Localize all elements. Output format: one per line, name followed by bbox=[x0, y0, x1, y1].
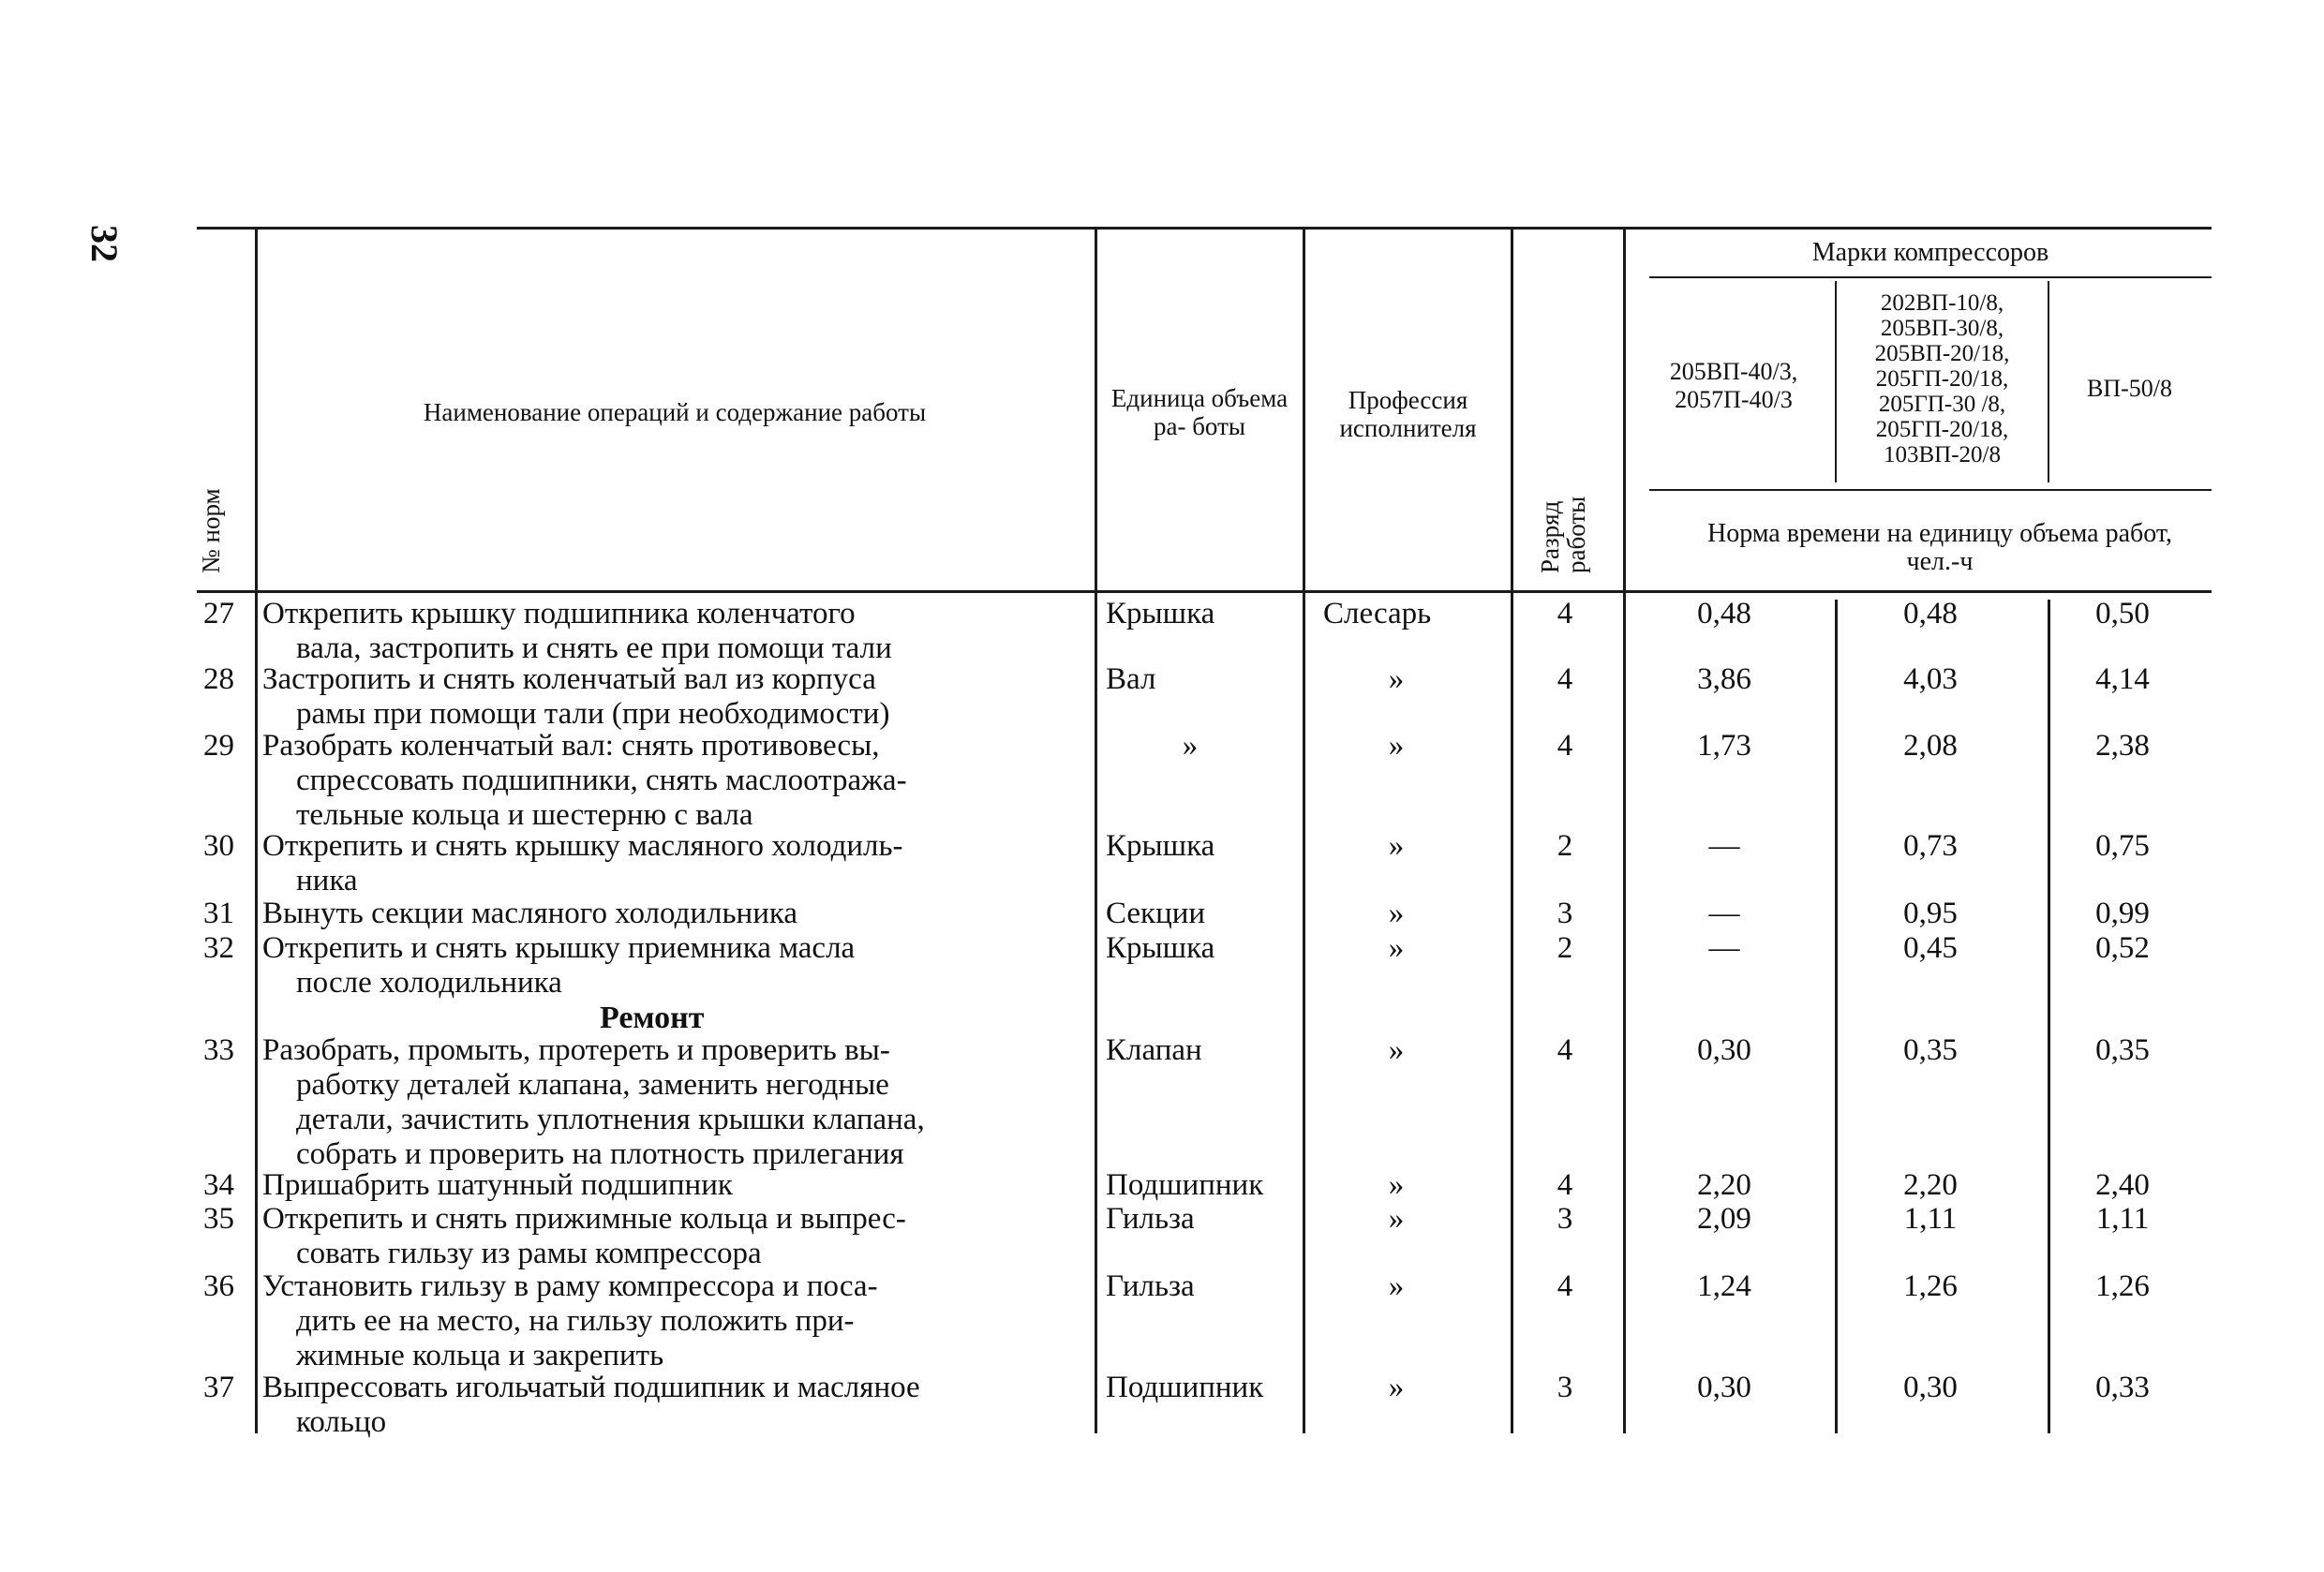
row-number: 29 bbox=[203, 729, 234, 763]
operation-line: Пришабрить шатунный подшипник bbox=[262, 1168, 733, 1202]
operation-line: Открепить крышку подшипника коленчатого bbox=[262, 597, 856, 630]
operation-line: Выпрессовать игольчатый подшипник и масляное bbox=[262, 1371, 920, 1404]
norm-rule bbox=[1649, 489, 2212, 491]
operation-line: вала, застропить и снять ее при помощи тали bbox=[296, 631, 892, 665]
grade-cell: 2 bbox=[1557, 931, 1573, 965]
operation-line: Вынуть секции масляного холодильника bbox=[262, 897, 798, 930]
value-cell-3: 0,35 bbox=[2095, 1033, 2150, 1067]
row-number: 31 bbox=[203, 897, 234, 930]
value-cell-2: 1,11 bbox=[1903, 1202, 1958, 1236]
operation-text bbox=[262, 1202, 1078, 1271]
profession-cell: Слесарь bbox=[1323, 597, 1432, 630]
header-brands-title: Марки компрессоров bbox=[1811, 238, 2049, 267]
header-norm-title: Норма времени на единицу объема работ, чел.-ч bbox=[1706, 519, 2172, 576]
value-cell-2: 4,03 bbox=[1903, 662, 1958, 696]
header-col-prof: Профессия исполнителя bbox=[1339, 386, 1477, 442]
profession-cell: » bbox=[1388, 897, 1405, 930]
value-cell-1: 1,24 bbox=[1697, 1269, 1751, 1303]
brand-divider-2-top bbox=[2048, 281, 2049, 482]
grade-cell: 3 bbox=[1557, 1371, 1573, 1404]
value-cell-1: 3,86 bbox=[1697, 662, 1751, 696]
operation-line: детали, зачистить уплотнения крышки клапана, bbox=[296, 1103, 925, 1136]
unit-cell: Подшипник bbox=[1106, 1168, 1264, 1202]
value-cell-1: — bbox=[1708, 931, 1740, 965]
header-col-no: № норм bbox=[197, 488, 225, 573]
operation-text bbox=[262, 931, 1078, 1001]
col-divider-prof bbox=[1511, 230, 1513, 1433]
operation-text bbox=[262, 1168, 1078, 1203]
operation-line: после холодильника bbox=[296, 966, 562, 1000]
value-cell-2: 2,08 bbox=[1903, 729, 1958, 763]
operation-line: Разобрать коленчатый вал: снять противовесы, bbox=[262, 729, 880, 763]
operation-line: жимные кольца и закрепить bbox=[296, 1339, 664, 1372]
value-cell-1: 2,09 bbox=[1697, 1202, 1751, 1236]
header-brand-3: ВП-50/8 bbox=[2087, 375, 2172, 402]
operation-line: собрать и проверить на плотность прилегания bbox=[296, 1137, 904, 1171]
value-cell-3: 1,26 bbox=[2095, 1269, 2150, 1303]
unit-cell: Подшипник bbox=[1106, 1371, 1264, 1404]
operation-line: Разобрать, промыть, протереть и проверить вы- bbox=[262, 1033, 890, 1067]
section-heading-repair: Ремонт bbox=[600, 1001, 705, 1035]
operation-text bbox=[262, 662, 1078, 732]
brand-divider-1-top bbox=[1835, 281, 1837, 482]
grade-cell: 4 bbox=[1557, 1269, 1573, 1303]
profession-cell: » bbox=[1388, 931, 1405, 965]
grade-cell: 3 bbox=[1557, 1202, 1573, 1236]
header-bottom-rule bbox=[197, 590, 2212, 593]
value-cell-1: 0,30 bbox=[1697, 1033, 1751, 1067]
operation-line: Застропить и снять коленчатый вал из корпуса bbox=[262, 662, 876, 696]
profession-cell: » bbox=[1388, 1269, 1405, 1303]
unit-cell: Гильза bbox=[1106, 1202, 1195, 1236]
header-brand-1: 205ВП-40/3, 2057П-40/3 bbox=[1669, 358, 1798, 413]
value-cell-1: 0,48 bbox=[1697, 597, 1751, 630]
value-cell-1: — bbox=[1708, 897, 1740, 930]
value-cell-3: 1,11 bbox=[2095, 1202, 2150, 1236]
profession-cell: » bbox=[1388, 1168, 1405, 1202]
unit-cell: » bbox=[1182, 729, 1199, 763]
value-cell-3: 0,50 bbox=[2095, 597, 2150, 630]
operation-line: дить ее на место, на гильзу положить при- bbox=[296, 1304, 855, 1338]
unit-cell: Вал bbox=[1106, 662, 1156, 696]
operation-line: рамы при помощи тали (при необходимости) bbox=[296, 697, 890, 731]
value-cell-1: 0,30 bbox=[1697, 1371, 1751, 1404]
row-number: 36 bbox=[203, 1269, 234, 1303]
grade-cell: 4 bbox=[1557, 597, 1573, 630]
operation-line: кольцо bbox=[296, 1405, 387, 1439]
value-cell-3: 2,40 bbox=[2095, 1168, 2150, 1202]
grade-cell: 3 bbox=[1557, 897, 1573, 930]
unit-cell: Гильза bbox=[1106, 1269, 1195, 1303]
operation-text bbox=[262, 1033, 1078, 1172]
operation-line: Открепить и снять прижимные кольца и выпрес- bbox=[262, 1202, 906, 1236]
col-divider-unit bbox=[1303, 230, 1305, 1433]
row-number: 37 bbox=[203, 1371, 234, 1404]
value-cell-2: 0,35 bbox=[1903, 1033, 1958, 1067]
brands-rule bbox=[1649, 276, 2212, 278]
value-cell-2: 0,30 bbox=[1903, 1371, 1958, 1404]
operation-line: ника bbox=[296, 864, 358, 897]
operation-line: Открепить и снять крышку масляного холодиль- bbox=[262, 829, 903, 863]
profession-cell: » bbox=[1388, 1033, 1405, 1067]
profession-cell: » bbox=[1388, 662, 1405, 696]
unit-cell: Крышка bbox=[1106, 829, 1215, 863]
operation-text bbox=[262, 1269, 1078, 1373]
unit-cell: Секции bbox=[1106, 897, 1206, 930]
col-divider-no bbox=[255, 230, 258, 1433]
page-number: 32 bbox=[83, 225, 126, 262]
operation-line: тельные кольца и шестерню с вала bbox=[296, 798, 753, 832]
row-number: 35 bbox=[203, 1202, 234, 1236]
operation-text bbox=[262, 829, 1078, 898]
value-cell-3: 0,99 bbox=[2095, 897, 2150, 930]
operation-line: Открепить и снять крышку приемника масла bbox=[262, 931, 856, 965]
operation-text bbox=[262, 597, 1078, 666]
unit-cell: Крышка bbox=[1106, 597, 1215, 630]
brand-divider-2 bbox=[2048, 600, 2050, 1433]
value-cell-2: 2,20 bbox=[1903, 1168, 1958, 1202]
row-number: 30 bbox=[203, 829, 234, 863]
value-cell-2: 0,48 bbox=[1903, 597, 1958, 630]
row-number: 27 bbox=[203, 597, 234, 630]
value-cell-3: 0,33 bbox=[2095, 1371, 2150, 1404]
value-cell-1: 1,73 bbox=[1697, 729, 1751, 763]
value-cell-2: 0,73 bbox=[1903, 829, 1958, 863]
profession-cell: » bbox=[1388, 1202, 1405, 1236]
value-cell-2: 0,95 bbox=[1903, 897, 1958, 930]
grade-cell: 4 bbox=[1557, 662, 1573, 696]
header-col-grade: Разряд работы bbox=[1536, 496, 1590, 573]
value-cell-2: 1,26 bbox=[1903, 1269, 1958, 1303]
value-cell-3: 0,52 bbox=[2095, 931, 2150, 965]
operation-text bbox=[262, 1371, 1078, 1440]
value-cell-3: 2,38 bbox=[2095, 729, 2150, 763]
operation-line: Установить гильзу в раму компрессора и поса- bbox=[262, 1269, 878, 1303]
row-number: 28 bbox=[203, 662, 234, 696]
unit-cell: Крышка bbox=[1106, 931, 1215, 965]
profession-cell: » bbox=[1388, 829, 1405, 863]
grade-cell: 4 bbox=[1557, 1168, 1573, 1202]
operation-line: спрессовать подшипники, снять маслоотража- bbox=[296, 764, 907, 797]
operation-text bbox=[262, 729, 1078, 833]
grade-cell: 4 bbox=[1557, 729, 1573, 763]
col-divider-grade bbox=[1623, 230, 1626, 1433]
profession-cell: » bbox=[1388, 729, 1405, 763]
row-number: 33 bbox=[203, 1033, 234, 1067]
value-cell-1: — bbox=[1708, 829, 1740, 863]
grade-cell: 2 bbox=[1557, 829, 1573, 863]
value-cell-3: 4,14 bbox=[2095, 662, 2150, 696]
row-number: 34 bbox=[203, 1168, 234, 1202]
col-divider-name bbox=[1095, 230, 1097, 1433]
value-cell-2: 0,45 bbox=[1903, 931, 1958, 965]
header-brand-2: 202ВП-10/8, 205ВП-30/8, 205ВП-20/18, 205ГП-20/18, 205ГП-30 /8, 205ГП-20/18, 103ВП-20/8 bbox=[1874, 290, 2010, 467]
table-top-rule bbox=[197, 227, 2212, 230]
header-col-name: Наименование операций и содержание работы bbox=[423, 398, 927, 426]
row-number: 32 bbox=[203, 931, 234, 965]
operation-line: работку деталей клапана, заменить негодные bbox=[296, 1068, 889, 1102]
brand-divider-1 bbox=[1835, 600, 1838, 1433]
value-cell-1: 2,20 bbox=[1697, 1168, 1751, 1202]
value-cell-3: 0,75 bbox=[2095, 829, 2150, 863]
operation-text bbox=[262, 897, 1078, 931]
grade-cell: 4 bbox=[1557, 1033, 1573, 1067]
unit-cell: Клапан bbox=[1106, 1033, 1202, 1067]
operation-line: совать гильзу из рамы компрессора bbox=[296, 1237, 762, 1270]
profession-cell: » bbox=[1388, 1371, 1405, 1404]
header-col-unit: Единица объема ра- боты bbox=[1110, 384, 1289, 440]
